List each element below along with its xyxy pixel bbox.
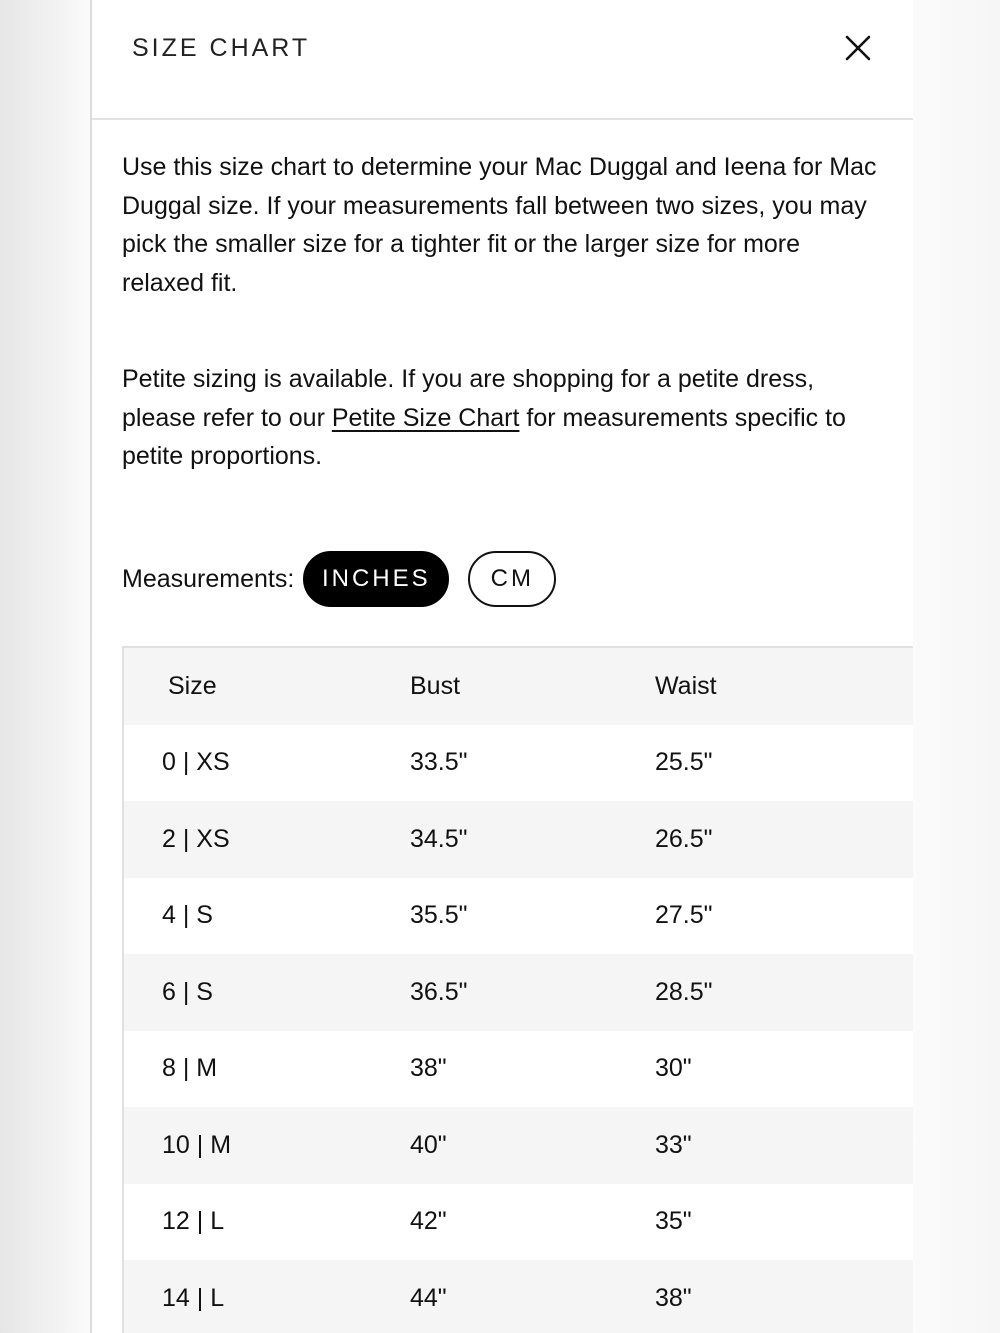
table-row	[124, 878, 913, 955]
table-row	[124, 1031, 913, 1108]
inches-button[interactable]: INCHES	[303, 551, 449, 607]
table-row	[124, 1107, 913, 1184]
measurements-label: Measurements:	[122, 564, 295, 593]
size-cell: 14 | L	[162, 1283, 225, 1312]
size-cell: 8 | M	[162, 1054, 218, 1083]
waist-cell: 35"	[655, 1207, 692, 1236]
table-row	[124, 1260, 913, 1333]
header-waist: Waist	[655, 671, 717, 700]
bust-cell: 33.5"	[410, 748, 468, 777]
bust-cell: 40"	[410, 1130, 447, 1159]
size-cell: 4 | S	[162, 901, 213, 930]
table-row	[124, 725, 913, 802]
size-cell: 2 | XS	[162, 824, 230, 853]
waist-cell: 27.5"	[655, 901, 713, 930]
size-cell: 6 | S	[162, 977, 213, 1006]
size-cell: 12 | L	[162, 1207, 225, 1236]
size-cell: 0 | XS	[162, 748, 230, 777]
intro-paragraph: Use this size chart to determine your Mac Duggal and Ieena for Mac Duggal size. If your measurements fall between two sizes, you may pick the smaller size for a tighter fit or the larger size for more relaxed fit.	[122, 153, 877, 297]
size-chart-panel	[90, 0, 913, 1333]
waist-cell: 26.5"	[655, 824, 713, 853]
panel-title: SIZE CHART	[132, 34, 311, 62]
bust-cell: 34.5"	[410, 824, 468, 853]
bust-cell: 38"	[410, 1054, 447, 1083]
bust-cell: 36.5"	[410, 977, 468, 1006]
size-cell: 10 | M	[162, 1130, 232, 1159]
cm-button[interactable]: CM	[468, 551, 556, 607]
bust-cell: 44"	[410, 1283, 447, 1312]
waist-cell: 28.5"	[655, 977, 713, 1006]
header-size: Size	[168, 671, 217, 700]
table-row	[124, 1184, 913, 1261]
close-button[interactable]	[838, 28, 878, 68]
table-row	[124, 954, 913, 1031]
table-header-row	[124, 648, 913, 725]
bust-cell: 42"	[410, 1207, 447, 1236]
close-icon	[838, 28, 878, 68]
bust-cell: 35.5"	[410, 901, 468, 930]
intro-text	[122, 148, 882, 476]
waist-cell: 30"	[655, 1054, 692, 1083]
waist-cell: 38"	[655, 1283, 692, 1312]
petite-size-chart-link[interactable]: Petite Size Chart	[331, 403, 520, 432]
measurement-toggle	[122, 550, 556, 608]
panel-header	[92, 0, 913, 120]
header-bust: Bust	[410, 671, 461, 700]
size-table	[122, 646, 913, 1333]
waist-cell: 25.5"	[655, 748, 713, 777]
petite-paragraph	[122, 360, 882, 476]
petite-text-before: Petite sizing is available. If you are shopping for a petite dress, please refer to our	[122, 365, 815, 432]
waist-cell: 33"	[655, 1130, 692, 1159]
table-row	[124, 801, 913, 878]
petite-text-after: for measurements specific to petite proportions.	[122, 403, 846, 470]
